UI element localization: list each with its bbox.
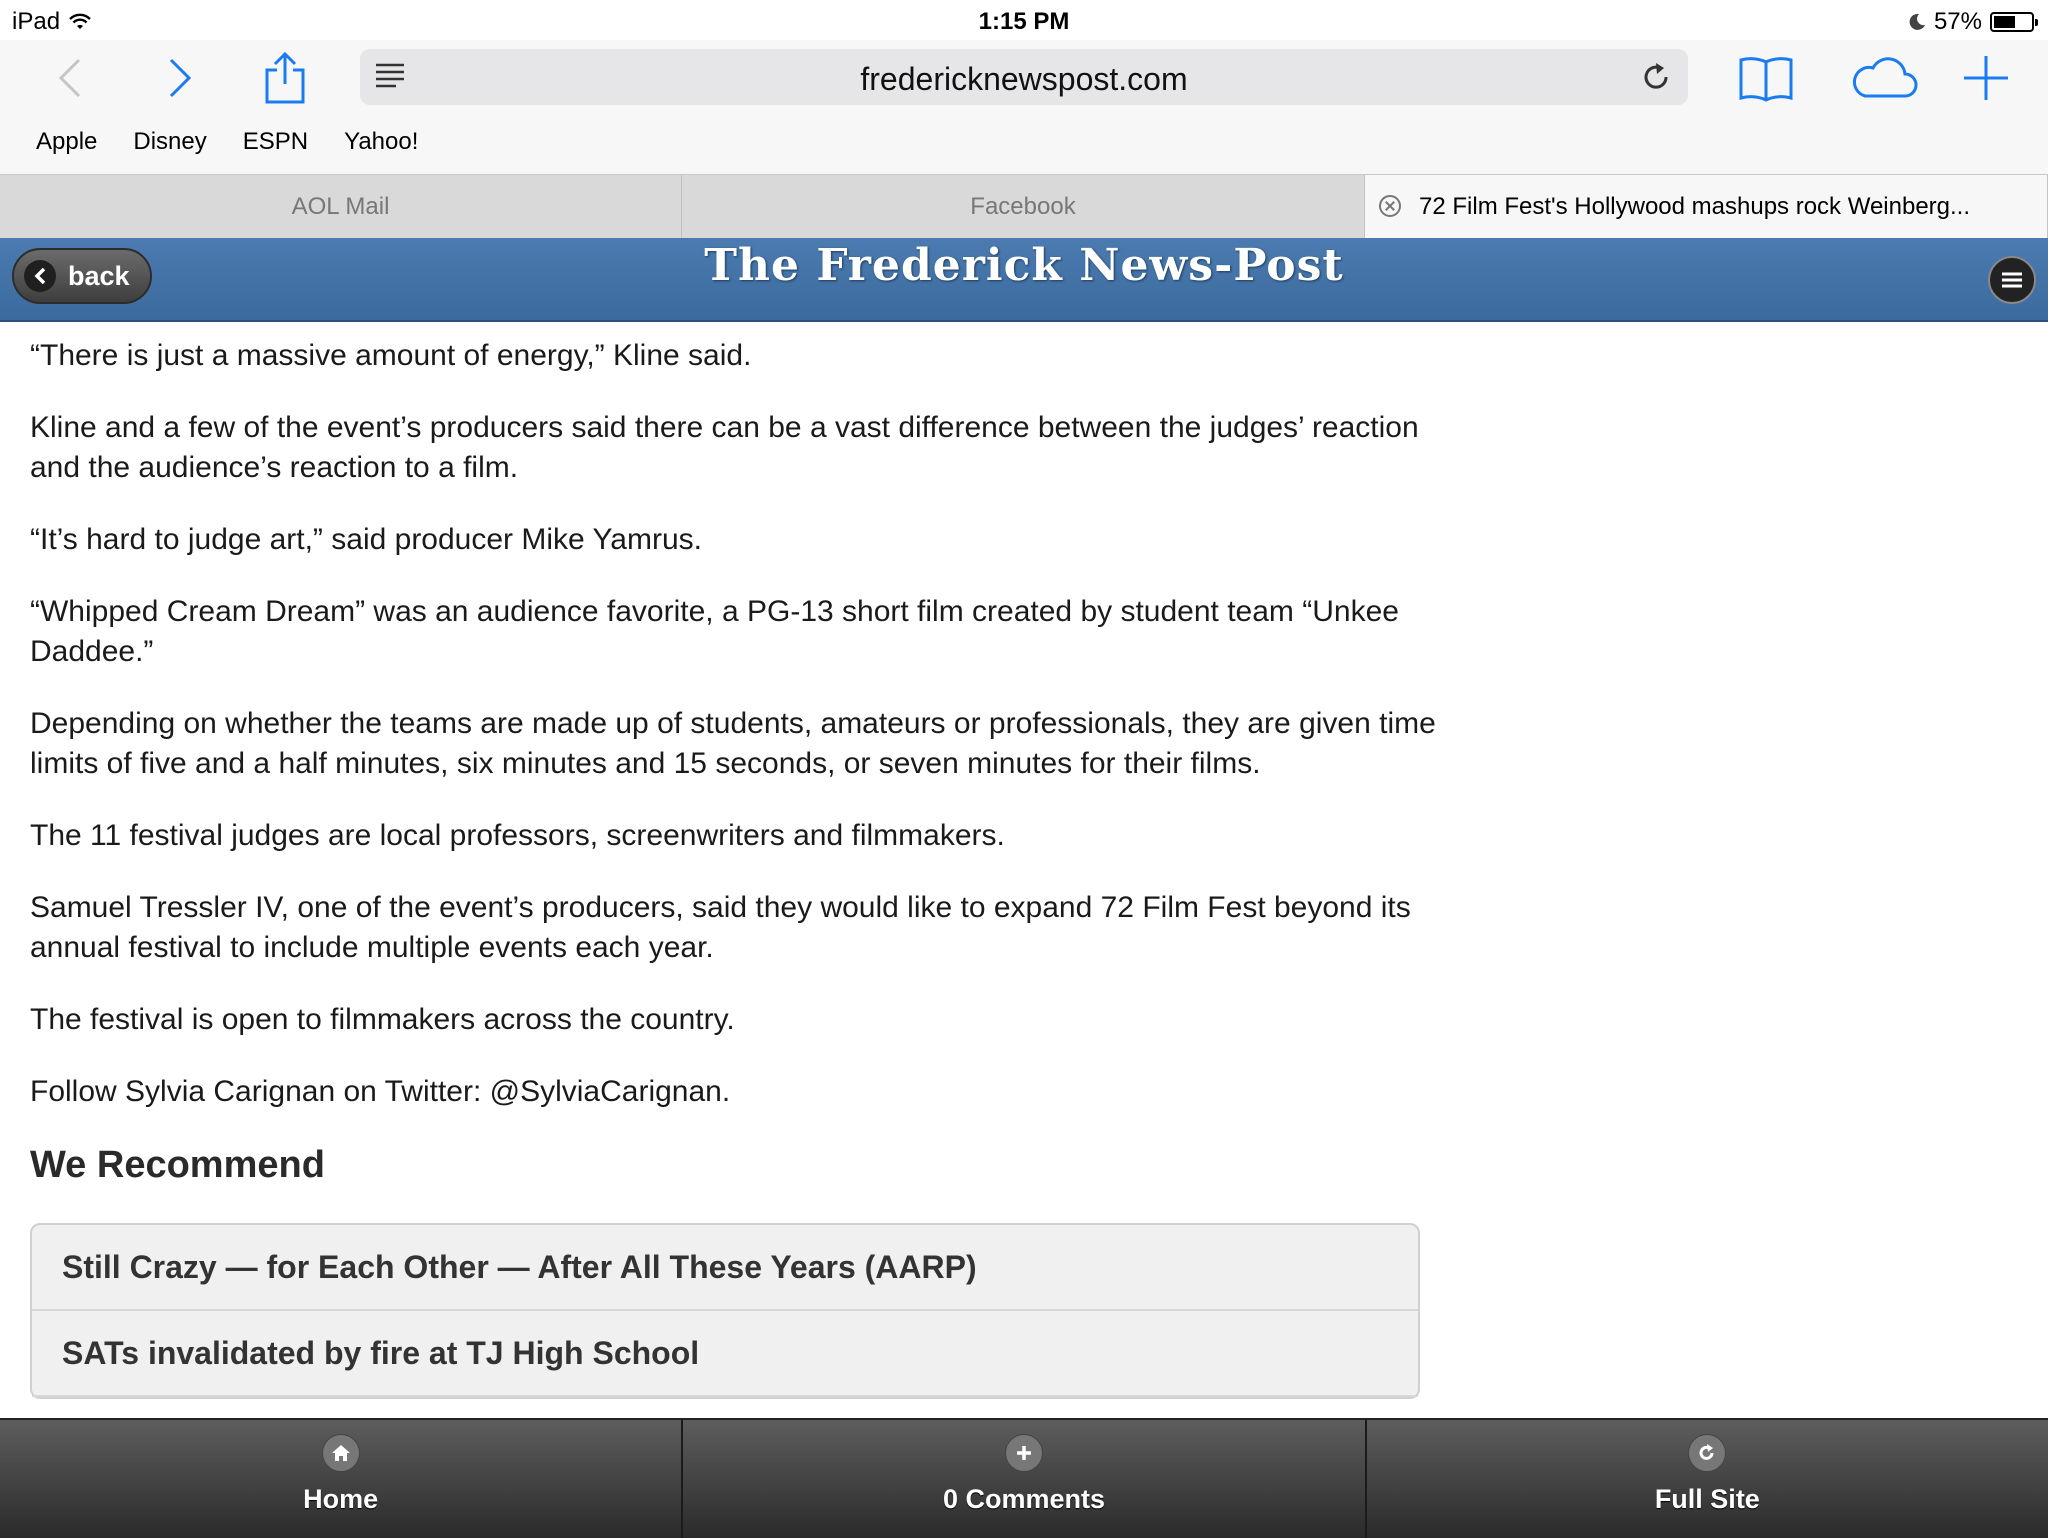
site-header	[0, 238, 2048, 322]
browser-toolbar	[0, 40, 2048, 120]
menu-icon	[2001, 271, 2023, 289]
favorite-disney[interactable]: Disney	[133, 128, 207, 155]
moon-icon	[1908, 13, 1926, 31]
article-paragraph: The 11 festival judges are local professors, screenwriters and filmmakers.	[30, 819, 1005, 852]
share-button[interactable]	[255, 48, 315, 108]
site-masthead[interactable]: The Frederick News-Post	[704, 240, 1344, 291]
favorite-yahoo[interactable]: Yahoo!	[344, 128, 419, 155]
battery-fill	[1994, 16, 2015, 28]
favorites-bar	[0, 120, 2048, 174]
close-tab-icon[interactable]	[1379, 195, 1401, 217]
status-bar	[0, 0, 2048, 40]
battery-percent: 57%	[1933, 8, 1982, 35]
battery-icon	[1990, 12, 2034, 32]
site-back-button[interactable]	[12, 248, 152, 304]
site-menu-button[interactable]	[1988, 256, 2036, 304]
comments-button[interactable]	[683, 1420, 1366, 1538]
home-button[interactable]	[0, 1420, 683, 1538]
article-paragraph: The festival is open to filmmakers across the country.	[30, 1003, 735, 1036]
back-nav-button[interactable]	[40, 48, 100, 108]
recommend-heading: We Recommend	[30, 1144, 325, 1186]
book-icon	[1738, 54, 1794, 102]
article-paragraph: “There is just a massive amount of energy,” Kline said.	[30, 339, 752, 372]
comments-label: 0 Comments	[942, 1484, 1106, 1514]
forward-nav-button[interactable]	[150, 48, 210, 108]
chevron-left-icon	[55, 56, 85, 100]
tab-active-title: 72 Film Fest's Hollywood mashups rock Weinberg...	[1419, 193, 1971, 220]
recommend-link[interactable]: Still Crazy — for Each Other — After All These Years (AARP)	[32, 1225, 1418, 1311]
favorite-espn[interactable]: ESPN	[242, 128, 309, 155]
url-text: fredericknewspost.com	[860, 61, 1188, 97]
tab-active-article[interactable]	[1365, 175, 2048, 239]
full-site-label: Full Site	[1654, 1484, 1760, 1514]
reload-icon[interactable]	[1638, 59, 1674, 95]
full-site-button[interactable]	[1367, 1420, 2048, 1538]
new-tab-button[interactable]	[1956, 48, 2016, 108]
article-paragraph: Follow Sylvia Carignan on Twitter: @SylviaCarignan.	[30, 1075, 731, 1108]
plus-icon	[1962, 54, 2010, 102]
icloud-tabs-button[interactable]	[1846, 48, 1922, 108]
tab-aol-mail[interactable]: AOL Mail	[0, 175, 682, 239]
share-icon	[263, 50, 307, 106]
chevron-right-icon	[165, 56, 195, 100]
status-time: 1:15 PM	[978, 8, 1070, 35]
recommend-link[interactable]: SATs invalidated by fire at TJ High School	[32, 1311, 1418, 1397]
tab-facebook[interactable]: Facebook	[682, 175, 1365, 239]
article-paragraph: Kline and a few of the event’s producers said there can be a vast difference between the judges’ reaction and the audience’s reaction to a film.	[30, 411, 1419, 484]
bottom-nav	[0, 1418, 2048, 1538]
site-back-label: back	[68, 260, 130, 291]
favorite-apple[interactable]: Apple	[36, 128, 98, 155]
recommend-list	[30, 1223, 1420, 1399]
article-paragraph: Samuel Tressler IV, one of the event’s producers, said they would like to expand 72 Film Fest beyond its annual festival to include multiple events each year.	[30, 891, 1411, 964]
chevron-left-icon	[24, 260, 56, 292]
article-content	[30, 336, 1450, 1418]
redo-icon	[1688, 1434, 1726, 1472]
tab-bar	[0, 174, 2048, 239]
article-paragraph: Depending on whether the teams are made up of students, amateurs or professionals, they are given time limits of five and a half minutes, six minutes and 15 seconds, or seven minutes for their films.	[30, 707, 1436, 780]
device-name: iPad	[12, 8, 61, 35]
home-icon	[322, 1434, 360, 1472]
article-paragraph: “Whipped Cream Dream” was an audience favorite, a PG-13 short film created by student team “Unkee Daddee.”	[30, 595, 1399, 668]
cloud-icon	[1849, 56, 1919, 100]
bookmarks-button[interactable]	[1736, 48, 1796, 108]
home-label: Home	[303, 1484, 379, 1514]
address-bar[interactable]	[360, 49, 1688, 105]
plus-icon	[1005, 1434, 1043, 1472]
article-paragraph: “It’s hard to judge art,” said producer Mike Yamrus.	[30, 523, 702, 556]
